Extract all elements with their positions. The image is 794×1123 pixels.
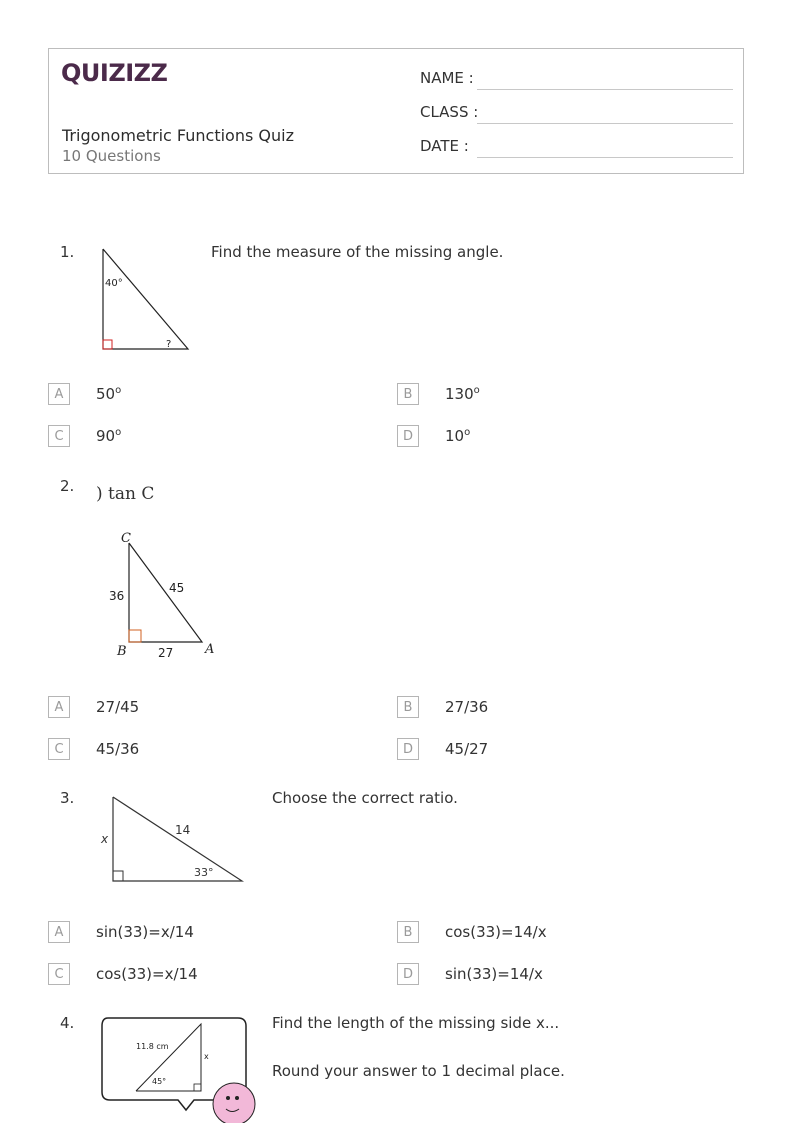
option-d-text[interactable]: sin(33)=14/x (445, 965, 543, 983)
triangle-figure (98, 792, 248, 887)
option-a-box[interactable]: A (48, 921, 70, 943)
option-c-box[interactable]: C (48, 425, 70, 447)
quiz-title: Trigonometric Functions Quiz (62, 126, 294, 145)
side-x-label: x (204, 1052, 209, 1061)
option-b-box[interactable]: B (397, 383, 419, 405)
question-text: Find the measure of the missing angle. (211, 243, 504, 261)
question-instruction: Round your answer to 1 decimal place. (272, 1062, 565, 1080)
option-d-text[interactable]: 45/27 (445, 740, 489, 758)
mascot-icon (213, 1083, 255, 1123)
question-text: Find the length of the missing side x... (272, 1014, 560, 1032)
angle-label: 40° (105, 278, 123, 289)
option-d-text[interactable]: 10$^o$ (445, 427, 471, 445)
speech-bubble-figure (98, 1014, 263, 1123)
question-number: 2. (60, 477, 75, 495)
option-b-box[interactable]: B (397, 921, 419, 943)
option-b-box[interactable]: B (397, 696, 419, 718)
option-c-text[interactable]: 45/36 (96, 740, 140, 758)
vertex-b-label: B (117, 644, 127, 659)
option-d-box[interactable]: D (397, 425, 419, 447)
option-a-box[interactable]: A (48, 383, 70, 405)
vertex-c-label: C (121, 531, 131, 546)
date-label: DATE : (420, 137, 469, 155)
name-line[interactable] (477, 89, 733, 90)
date-line[interactable] (477, 157, 733, 158)
side-ba-label: 27 (158, 646, 174, 660)
angle-label: 33° (194, 866, 214, 879)
option-c-text[interactable]: cos(33)=x/14 (96, 965, 198, 983)
side-ca-label: 45 (169, 581, 185, 595)
question-text: Choose the correct ratio. (272, 789, 458, 807)
vertex-a-label: A (205, 642, 215, 657)
name-label: NAME : (420, 69, 474, 87)
worksheet-header (48, 48, 744, 174)
option-a-text[interactable]: 50$^o$ (96, 385, 122, 403)
angle-label: 45° (152, 1077, 167, 1086)
option-a-text[interactable]: sin(33)=x/14 (96, 923, 194, 941)
unknown-angle-label: ? (166, 339, 172, 350)
side-cb-label: 36 (109, 589, 125, 603)
class-line[interactable] (477, 123, 733, 124)
option-a-box[interactable]: A (48, 696, 70, 718)
option-c-text[interactable]: 90$^o$ (96, 427, 122, 445)
question-text: ) tan C (96, 484, 155, 504)
hypotenuse-label: 11.8 cm (136, 1042, 169, 1051)
hypotenuse-label: 14 (175, 823, 191, 837)
triangle-figure (105, 525, 225, 665)
option-d-box[interactable]: D (397, 738, 419, 760)
side-x-label: x (101, 832, 109, 846)
option-c-box[interactable]: C (48, 738, 70, 760)
option-d-box[interactable]: D (397, 963, 419, 985)
option-b-text[interactable]: cos(33)=14/x (445, 923, 547, 941)
option-b-text[interactable]: 130$^o$ (445, 385, 480, 403)
question-number: 3. (60, 789, 75, 807)
question-count: 10 Questions (62, 147, 161, 165)
option-a-text[interactable]: 27/45 (96, 698, 140, 716)
option-c-box[interactable]: C (48, 963, 70, 985)
question-number: 4. (60, 1014, 75, 1032)
quizizz-logo: QUIZIZZ (61, 59, 168, 87)
triangle-figure (96, 245, 196, 355)
question-number: 1. (60, 243, 75, 261)
option-b-text[interactable]: 27/36 (445, 698, 489, 716)
class-label: CLASS : (420, 103, 479, 121)
